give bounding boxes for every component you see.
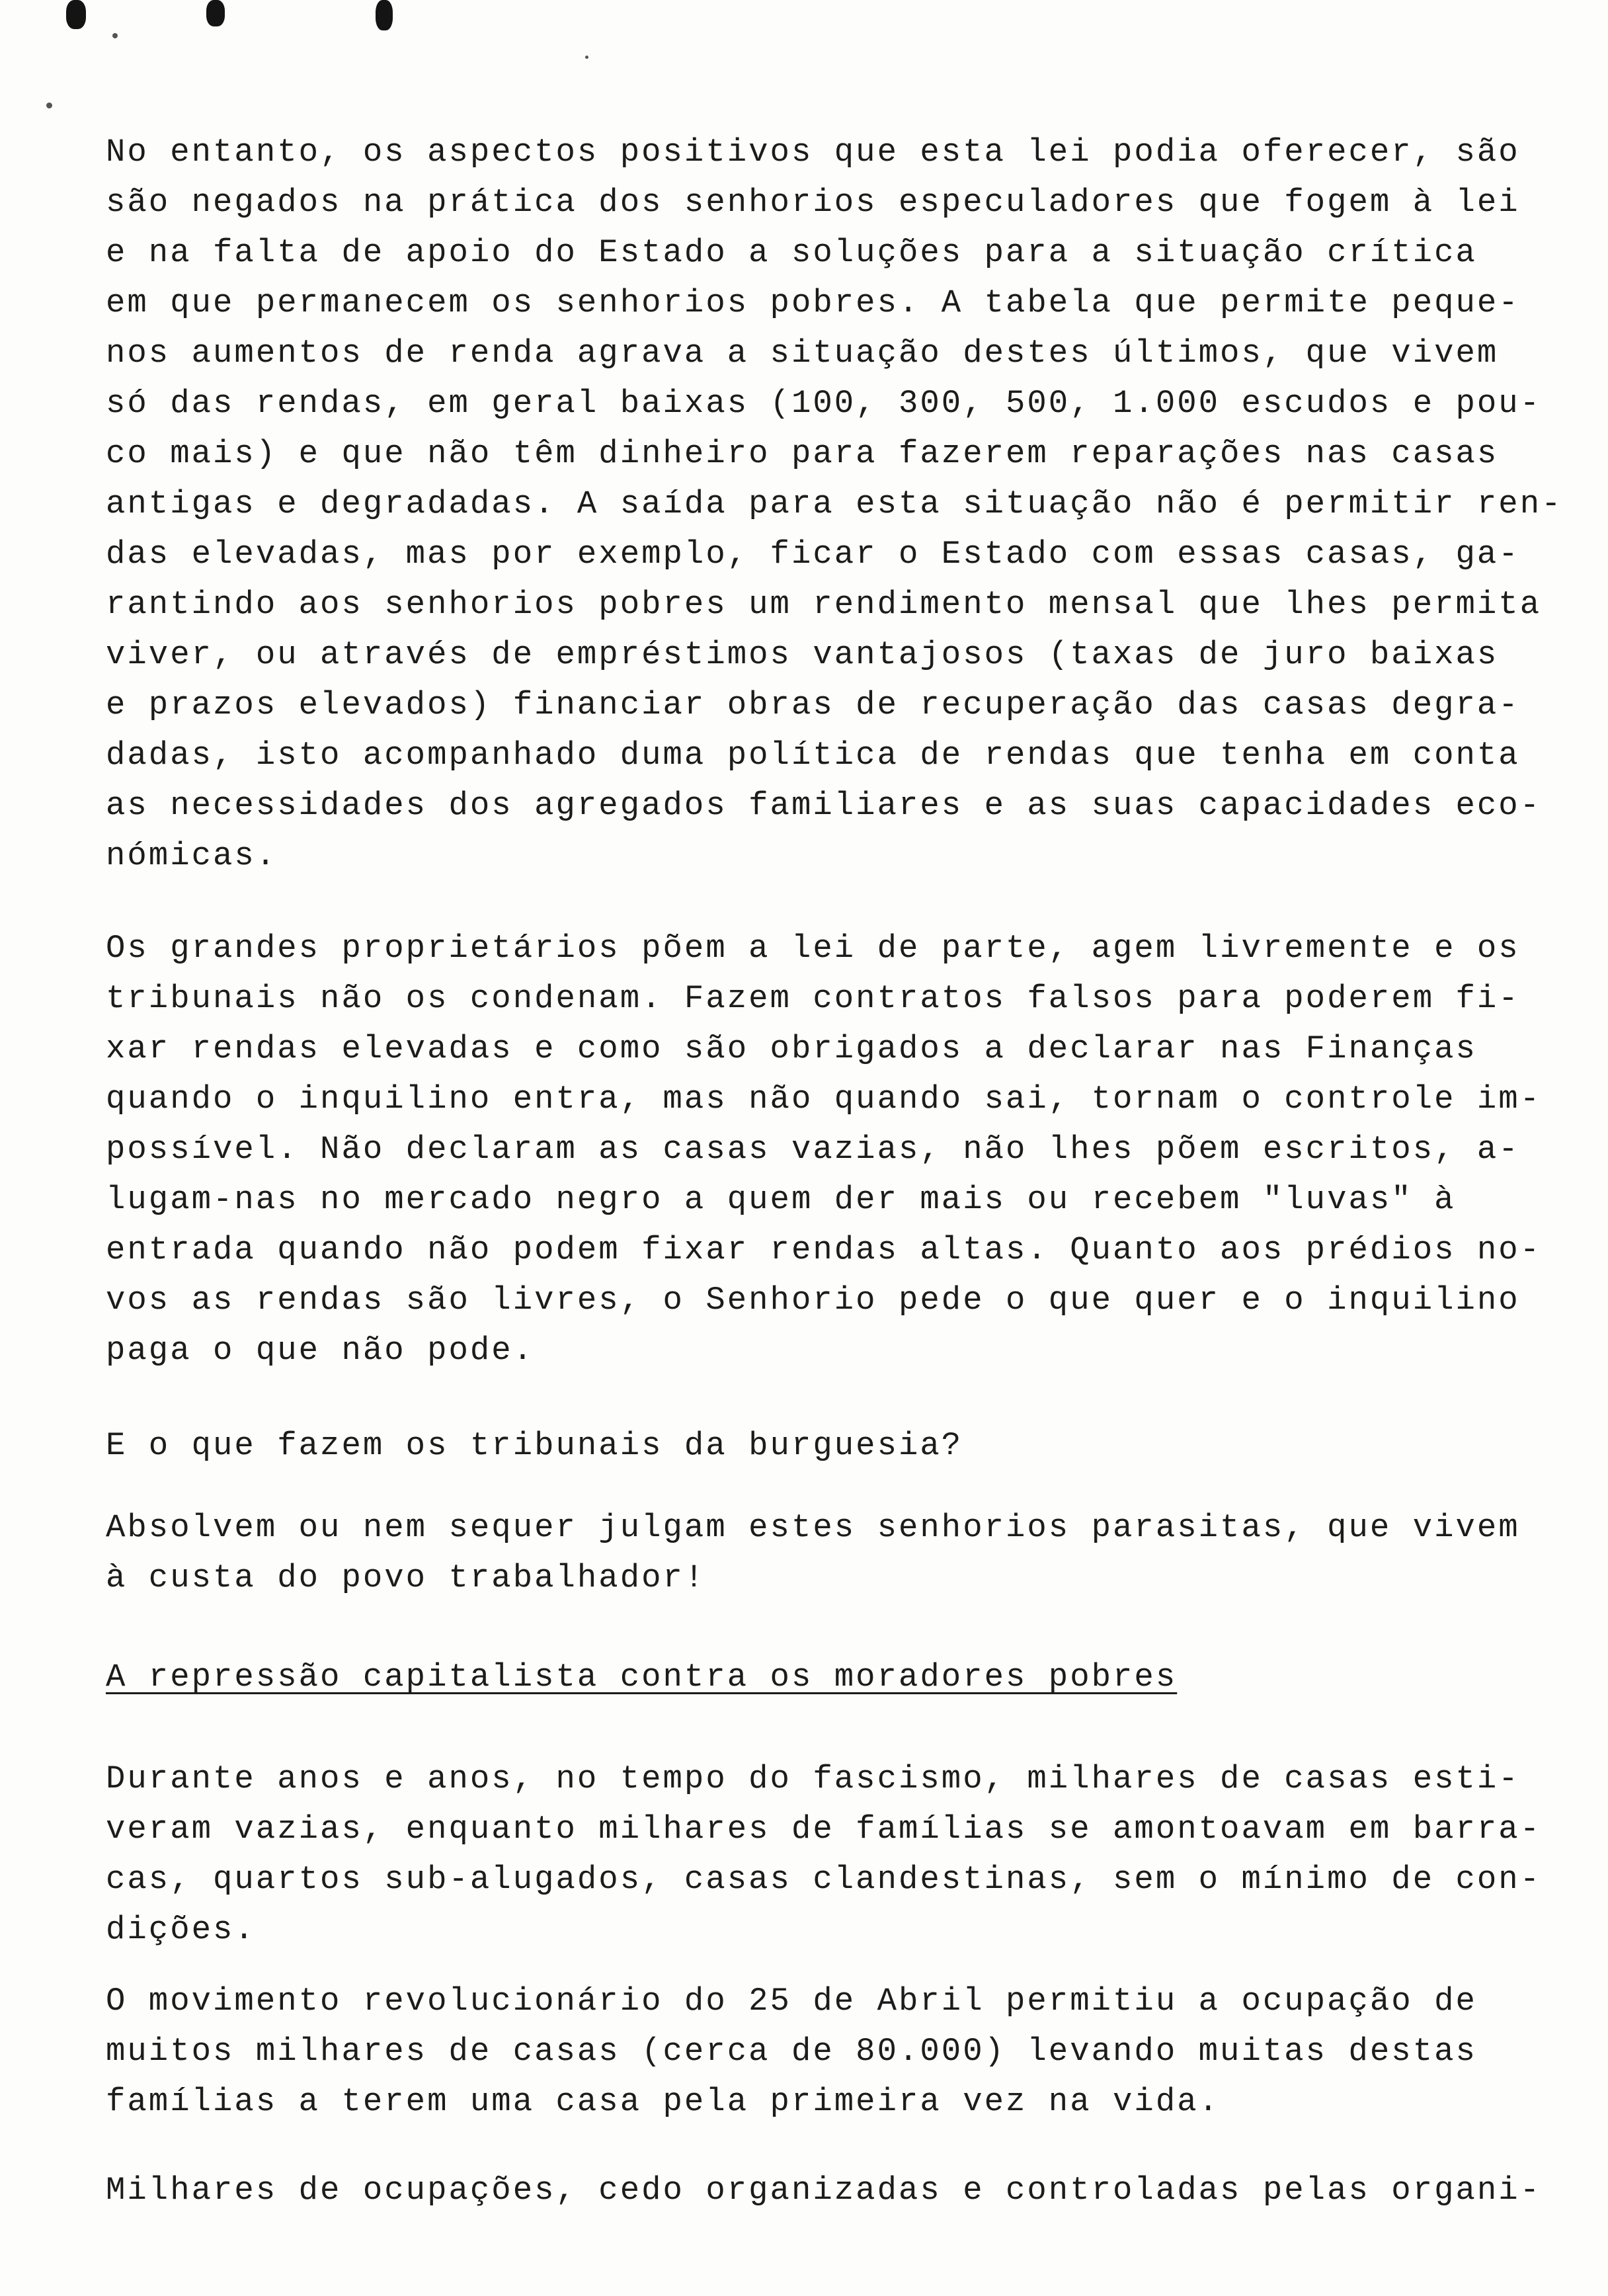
text-line: Milhares de ocupações, cedo organizadas e controladas pelas organi- bbox=[106, 2172, 1542, 2209]
text-line: entrada quando não podem fixar rendas altas. Quanto aos prédios no- bbox=[106, 1231, 1542, 1268]
paragraph-5 bbox=[106, 2165, 1542, 2215]
text-line: No entanto, os aspectos positivos que esta lei podia oferecer, são bbox=[106, 134, 1520, 171]
paragraph-answer bbox=[106, 1502, 1527, 1603]
ink-blot bbox=[376, 0, 393, 30]
paragraph-2 bbox=[106, 923, 1542, 1375]
text-line: à custa do povo trabalhador! bbox=[106, 1559, 706, 1596]
text-line: nómicas. bbox=[106, 837, 278, 874]
text-line: dições. bbox=[106, 1911, 256, 1948]
ink-speck bbox=[112, 33, 118, 38]
text-line: dadas, isto acompanhado duma política de rendas que tenha em conta bbox=[106, 737, 1520, 774]
ink-speck bbox=[46, 102, 52, 108]
text-line: só das rendas, em geral baixas (100, 300, 500, 1.000 escudos e pou- bbox=[106, 385, 1542, 422]
text-line: muitos milhares de casas (cerca de 80.000) levando muitas destas bbox=[106, 2033, 1477, 2070]
text-line: possível. Não declaram as casas vazias, não lhes põem escritos, a- bbox=[106, 1131, 1520, 1168]
text-line: vos as rendas são livres, o Senhorio pede o que quer e o inquilino bbox=[106, 1282, 1520, 1319]
ink-blot bbox=[66, 0, 86, 29]
text-line: antigas e degradadas. A saída para esta situação não é permitir ren- bbox=[106, 485, 1563, 522]
text-line: viver, ou através de empréstimos vantajosos (taxas de juro baixas bbox=[106, 636, 1499, 673]
ink-speck bbox=[585, 56, 588, 59]
section-heading: A repressão capitalista contra os moradores pobres bbox=[106, 1659, 1178, 1696]
section-heading-block bbox=[106, 1652, 1527, 1702]
paragraph-4 bbox=[106, 1976, 1527, 2127]
text-line: das elevadas, mas por exemplo, ficar o Estado com essas casas, ga- bbox=[106, 536, 1520, 573]
question-line bbox=[106, 1420, 1527, 1471]
ink-blot bbox=[206, 0, 225, 26]
text-line: e na falta de apoio do Estado a soluções para a situação crítica bbox=[106, 234, 1477, 271]
text-line: Absolvem ou nem sequer julgam estes senhorios parasitas, que vivem bbox=[106, 1509, 1520, 1546]
text-line: quando o inquilino entra, mas não quando sai, tornam o controle im- bbox=[106, 1081, 1542, 1118]
text-line: lugam-nas no mercado negro a quem der mais ou recebem "luvas" à bbox=[106, 1181, 1456, 1218]
text-line: as necessidades dos agregados familiares e as suas capacidades eco- bbox=[106, 787, 1542, 824]
text-line: rantindo aos senhorios pobres um rendimento mensal que lhes permita bbox=[106, 586, 1542, 623]
text-line: co mais) e que não têm dinheiro para fazerem reparações nas casas bbox=[106, 435, 1499, 472]
text-line: famílias a terem uma casa pela primeira vez na vida. bbox=[106, 2083, 1221, 2120]
text-line: são negados na prática dos senhorios especuladores que fogem à lei bbox=[106, 184, 1520, 221]
paragraph-1 bbox=[106, 127, 1563, 881]
text-line: veram vazias, enquanto milhares de famílias se amontoavam em barra- bbox=[106, 1811, 1542, 1848]
text-line: tribunais não os condenam. Fazem contratos falsos para poderem fi- bbox=[106, 980, 1520, 1017]
text-line: nos aumentos de renda agrava a situação destes últimos, que vivem bbox=[106, 335, 1499, 372]
text-line: O movimento revolucionário do 25 de Abril permitiu a ocupação de bbox=[106, 1983, 1477, 2020]
text-line: cas, quartos sub-alugados, casas clandestinas, sem o mínimo de con- bbox=[106, 1861, 1542, 1898]
text-line: Durante anos e anos, no tempo do fascismo, milhares de casas esti- bbox=[106, 1760, 1520, 1797]
text-line: e prazos elevados) financiar obras de recuperação das casas degra- bbox=[106, 686, 1520, 723]
text-line: em que permanecem os senhorios pobres. A tabela que permite peque- bbox=[106, 284, 1520, 321]
text-line: E o que fazem os tribunais da burguesia? bbox=[106, 1427, 963, 1464]
text-line: xar rendas elevadas e como são obrigados a declarar nas Finanças bbox=[106, 1030, 1477, 1067]
text-line: Os grandes proprietários põem a lei de parte, agem livremente e os bbox=[106, 930, 1520, 967]
text-line: paga o que não pode. bbox=[106, 1332, 535, 1369]
paragraph-3 bbox=[106, 1754, 1542, 1955]
